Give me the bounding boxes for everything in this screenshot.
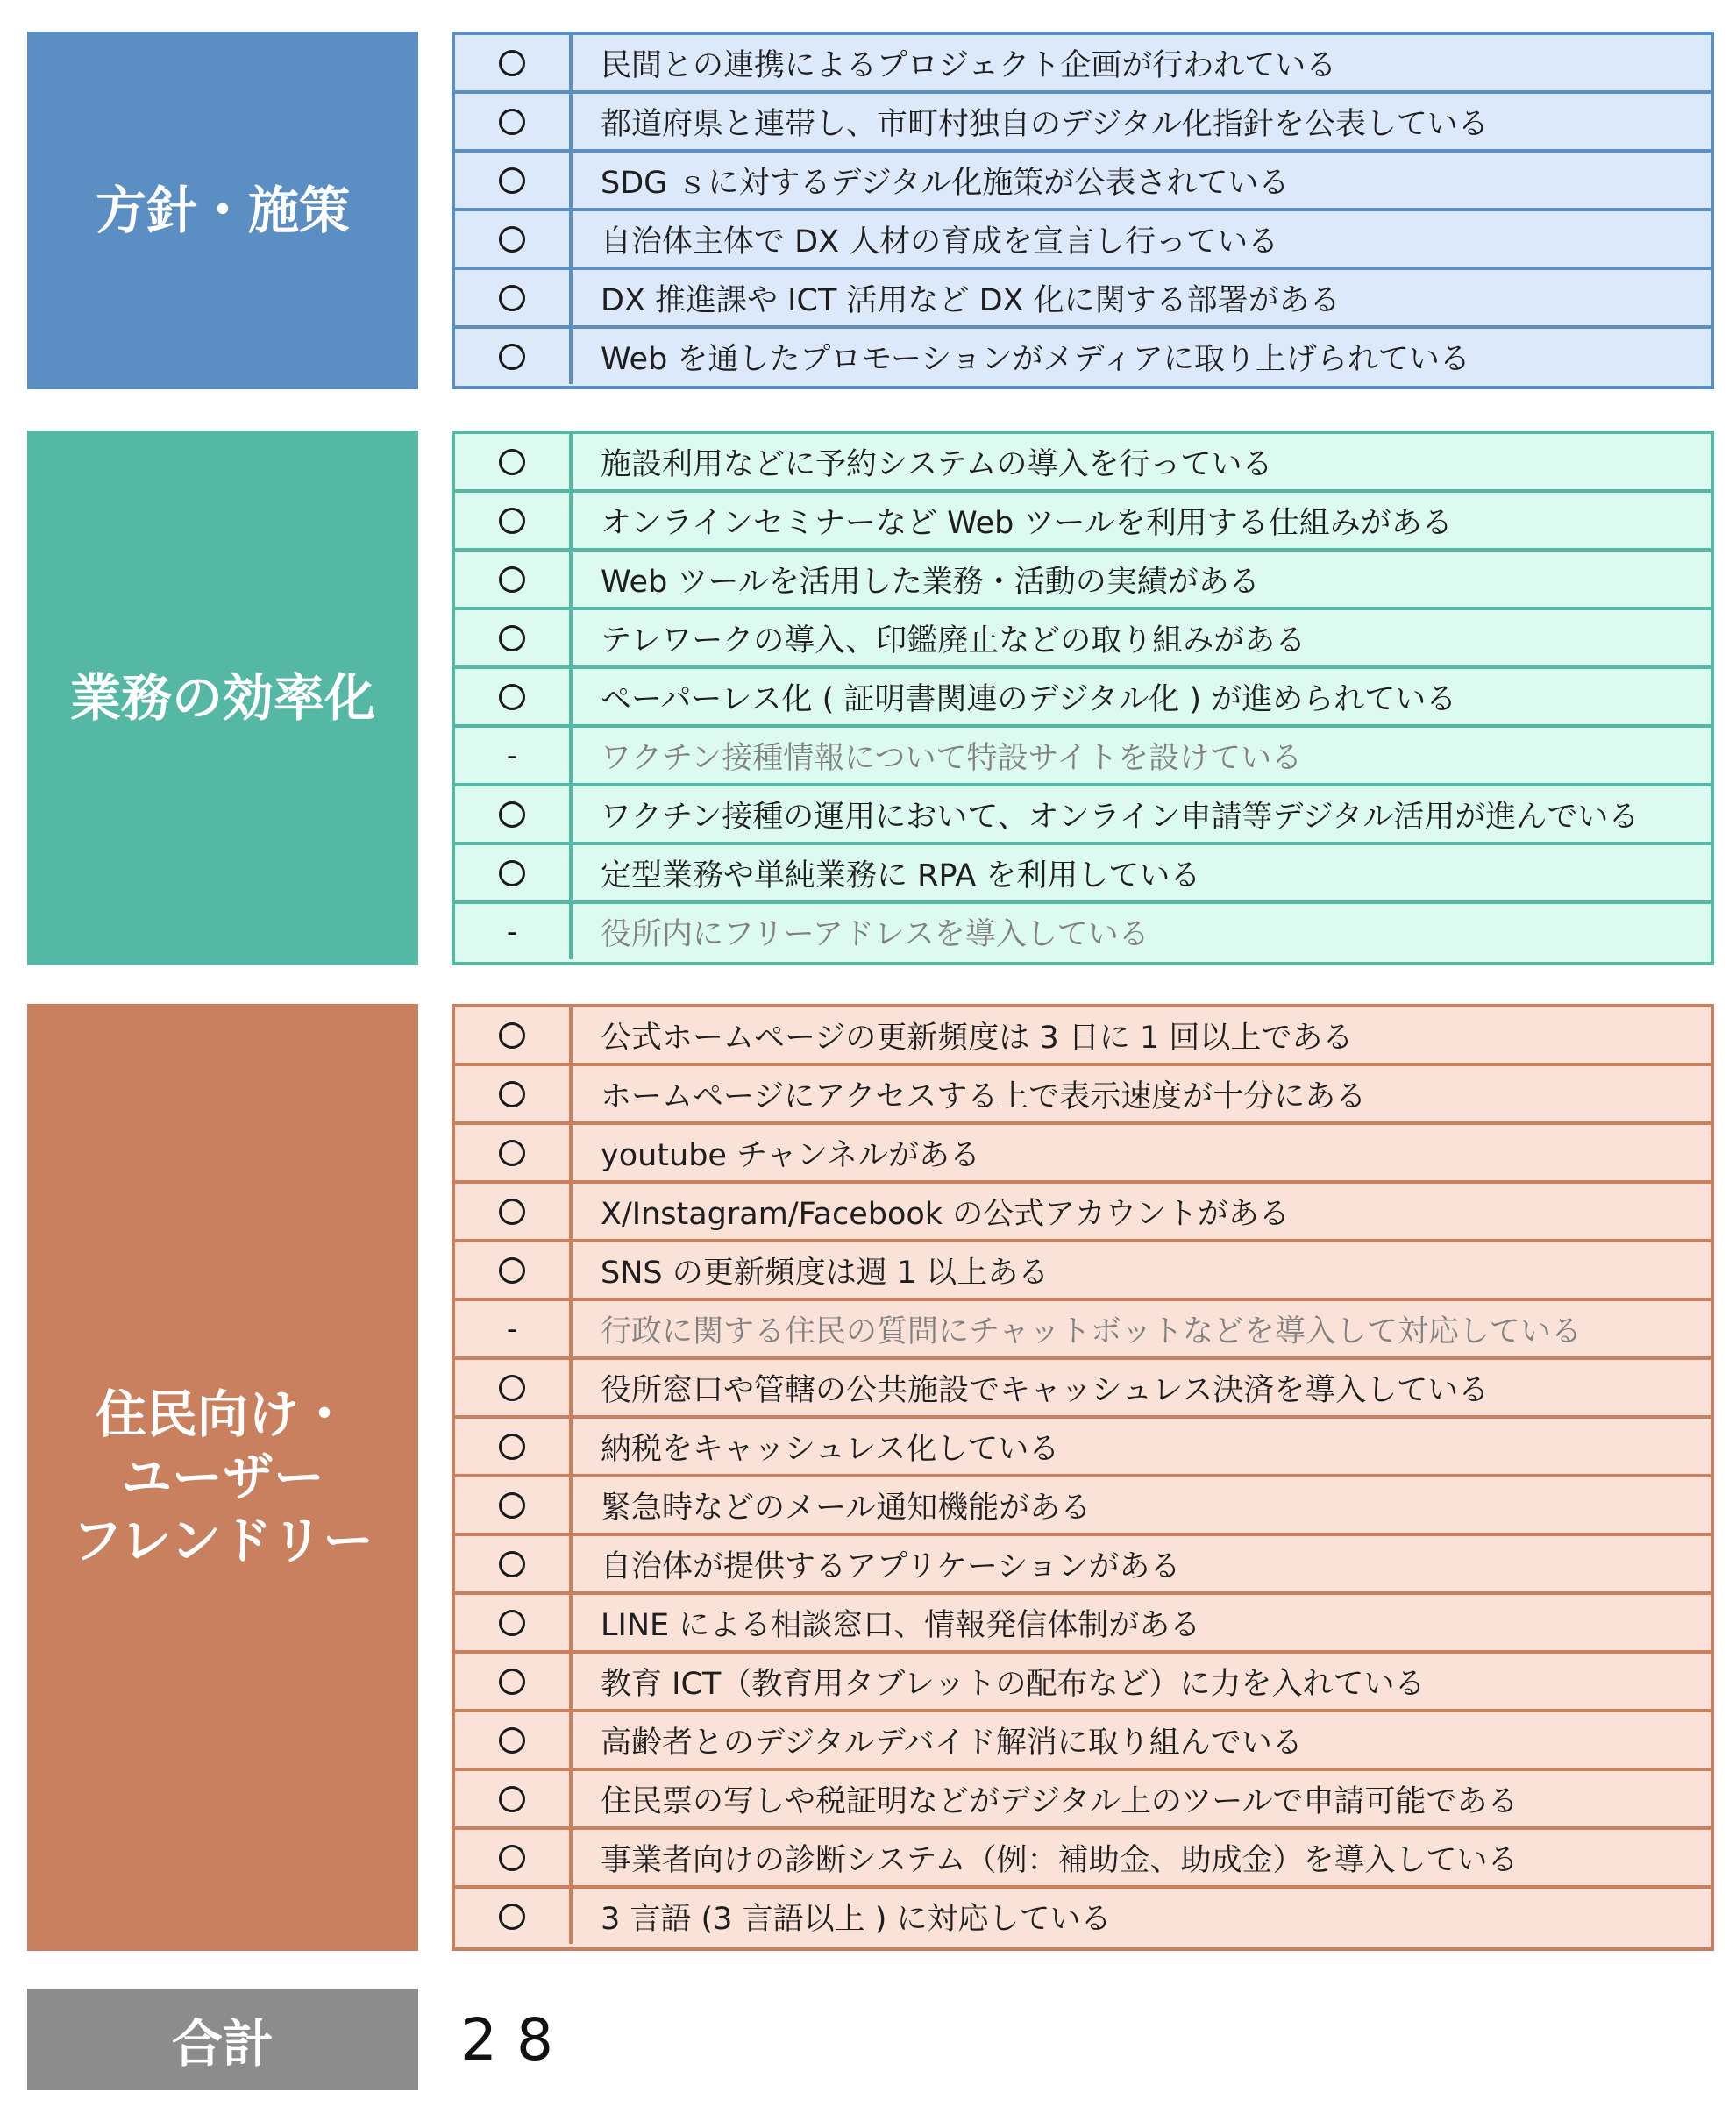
circle-icon (499, 1022, 525, 1049)
checklist-item-text: ワクチン接種情報について特設サイトを設けている (601, 740, 1303, 776)
checklist-row (455, 665, 1711, 724)
check-circle-mark (455, 153, 573, 208)
checklist-row (455, 1239, 1711, 1298)
checklist-item-text: 民間との連携によるプロジェクト企画が行われている (601, 47, 1337, 83)
category-label-line: 住民向け・ (95, 1384, 350, 1444)
checklist-item-text: 役所内にフリーアドレスを導入している (601, 916, 1149, 952)
check-circle-mark (455, 1360, 573, 1415)
checklist-row (455, 1768, 1711, 1826)
check-circle-mark (455, 211, 573, 267)
checklist-row (455, 35, 1711, 90)
checklist-item-text: Web を通したプロモーションがメディアに取り上げられている (601, 341, 1470, 377)
checklist-item-text: SDG ｓに対するデジタル化施策が公表されている (601, 165, 1290, 201)
check-circle-mark (455, 1536, 573, 1591)
category-label-line: フレンドリー (71, 1511, 374, 1570)
check-circle-mark (455, 493, 573, 548)
dash-mark: - (455, 728, 573, 783)
checklist-user-friendly (452, 1004, 1714, 1951)
check-circle-mark (455, 610, 573, 665)
check-circle-mark (455, 552, 573, 607)
check-circle-mark (455, 1477, 573, 1533)
checklist-item-text: 事業者向けの診断システム（例：補助金、助成金）を導入している (601, 1842, 1519, 1878)
checklist-item-text: 都道府県と連帯し、市町村独自のデジタル化指針を公表している (601, 106, 1489, 142)
checklist-item-text: 公式ホームページの更新頻度は 3 日に 1 回以上である (601, 1020, 1354, 1056)
checklist-item-text: 教育 ICT（教育用タブレットの配布など）に力を入れている (601, 1666, 1426, 1702)
circle-icon (499, 1845, 525, 1871)
total-label: 合計 (27, 1989, 418, 2090)
circle-icon (499, 109, 525, 135)
circle-icon (499, 625, 525, 651)
check-circle-mark (455, 1830, 573, 1885)
total-value: 28 (460, 2005, 573, 2074)
circle-icon (499, 1610, 525, 1636)
circle-icon (499, 1081, 525, 1107)
checklist-item-text: SNS の更新頻度は週 1 以上ある (601, 1255, 1049, 1291)
check-circle-mark (455, 1712, 573, 1768)
check-circle-mark (455, 35, 573, 90)
checklist-item-text: 役所窓口や管轄の公共施設でキャッシュレス決済を導入している (601, 1372, 1490, 1408)
check-circle-mark (455, 1771, 573, 1826)
circle-icon (499, 226, 525, 253)
checklist-row (455, 1180, 1711, 1239)
dash-mark: - (455, 1301, 573, 1356)
circle-icon (499, 1257, 525, 1284)
checklist-row (455, 1885, 1711, 1944)
checklist-item-text: 行政に関する住民の質問にチャットボットなどを導入して対応している (601, 1313, 1582, 1349)
circle-icon (499, 1492, 525, 1519)
checklist-item-text: 高齢者とのデジタルデバイド解消に取り組んでいる (601, 1725, 1303, 1761)
checklist-item-text: DX 推進課や ICT 活用など DX 化に関する部署がある (601, 282, 1341, 318)
circle-icon (499, 1551, 525, 1577)
circle-icon (499, 167, 525, 194)
circle-icon (499, 1904, 525, 1930)
checklist-row (455, 1121, 1711, 1180)
checklist-row (455, 267, 1711, 325)
checklist-row (455, 149, 1711, 208)
circle-icon (499, 801, 525, 828)
check-circle-mark (455, 1066, 573, 1121)
circle-icon (499, 1434, 525, 1460)
circle-icon (499, 50, 525, 76)
section-efficiency (27, 431, 1714, 965)
circle-icon (499, 566, 525, 593)
checklist-row (455, 1007, 1711, 1063)
checklist-row (455, 842, 1711, 900)
circle-icon (499, 860, 525, 886)
check-circle-mark (455, 1242, 573, 1298)
dash-mark: - (455, 904, 573, 959)
checklist-item-text: ワクチン接種の運用において、オンライン申請等デジタル活用が進んでいる (601, 799, 1640, 835)
checklist-item-text: 納税をキャッシュレス化している (601, 1431, 1060, 1467)
check-circle-mark (455, 845, 573, 900)
checklist-row (455, 1591, 1711, 1650)
checklist-row (455, 783, 1711, 842)
checklist-row (455, 1474, 1711, 1533)
check-circle-mark (455, 1419, 573, 1474)
checklist-row (455, 489, 1711, 548)
circle-icon (499, 508, 525, 534)
circle-icon (499, 1786, 525, 1812)
checklist-row (455, 548, 1711, 607)
check-circle-mark (455, 329, 573, 384)
checklist-item-text: 3 言語 (3 言語以上 ) に対応している (601, 1901, 1112, 1937)
checklist-row (455, 1356, 1711, 1415)
checklist-efficiency (452, 431, 1714, 965)
circle-icon (499, 1727, 525, 1754)
checklist-row (455, 325, 1711, 384)
check-circle-mark (455, 786, 573, 842)
checklist-item-text: ホームページにアクセスする上で表示速度が十分にある (601, 1078, 1367, 1114)
circle-icon (499, 684, 525, 710)
check-circle-mark (455, 434, 573, 489)
section-policy (27, 32, 1714, 389)
circle-icon (499, 285, 525, 311)
circle-icon (499, 1669, 525, 1695)
checklist-item-text: youtube チャンネルがある (601, 1137, 980, 1173)
checklist-row (455, 90, 1711, 149)
category-label-user-friendly (27, 1004, 418, 1951)
category-label-efficiency: 業務の効率化 (27, 431, 418, 965)
checklist-row (455, 1709, 1711, 1768)
category-label-line: ユーザー (120, 1448, 324, 1507)
checklist-row (455, 434, 1711, 489)
checklist-item-text: 住民票の写しや税証明などがデジタル上のツールで申請可能である (601, 1783, 1519, 1819)
circle-icon (499, 1375, 525, 1401)
checklist-row (455, 724, 1711, 783)
checklist-item-text: オンラインセミナーなど Web ツールを利用する仕組みがある (601, 505, 1453, 541)
check-circle-mark (455, 1007, 573, 1063)
circle-icon (499, 344, 525, 370)
checklist-policy (452, 32, 1714, 389)
checklist-row (455, 1063, 1711, 1121)
checklist-item-text: 施設利用などに予約システムの導入を行っている (601, 446, 1273, 482)
checklist-item-text: 定型業務や単純業務に RPA を利用している (601, 858, 1201, 893)
checklist-item-text: ペーパーレス化 ( 証明書関連のデジタル化 ) が進められている (601, 681, 1457, 717)
checklist-item-text: X/Instagram/Facebook の公式アカウントがある (601, 1196, 1290, 1232)
circle-icon (499, 1199, 525, 1225)
checklist-row (455, 900, 1711, 959)
checklist-row (455, 1826, 1711, 1885)
checklist-row (455, 1415, 1711, 1474)
circle-icon (499, 449, 525, 475)
checklist-row (455, 1650, 1711, 1709)
check-circle-mark (455, 1595, 573, 1650)
section-user-friendly (27, 1004, 1714, 1951)
checklist-item-text: 緊急時などのメール通知機能がある (601, 1490, 1092, 1526)
circle-icon (499, 1140, 525, 1166)
check-circle-mark (455, 270, 573, 325)
checklist-row (455, 1298, 1711, 1356)
checklist-item-text: LINE による相談窓口、情報発信体制がある (601, 1607, 1201, 1643)
checklist-item-text: テレワークの導入、印鑑廃止などの取り組みがある (601, 623, 1306, 658)
checklist-item-text: 自治体主体で DX 人材の育成を宣言し行っている (601, 224, 1279, 260)
checklist-row (455, 208, 1711, 267)
check-circle-mark (455, 94, 573, 149)
checklist-item-text: Web ツールを活用した業務・活動の実績がある (601, 564, 1260, 600)
checklist-row (455, 1533, 1711, 1591)
check-circle-mark (455, 1654, 573, 1709)
check-circle-mark (455, 1125, 573, 1180)
check-circle-mark (455, 1889, 573, 1944)
checklist-item-text: 自治体が提供するアプリケーションがある (601, 1548, 1181, 1584)
check-circle-mark (455, 1184, 573, 1239)
checklist-row (455, 607, 1711, 665)
check-circle-mark (455, 669, 573, 724)
category-label-policy: 方針・施策 (27, 32, 418, 389)
